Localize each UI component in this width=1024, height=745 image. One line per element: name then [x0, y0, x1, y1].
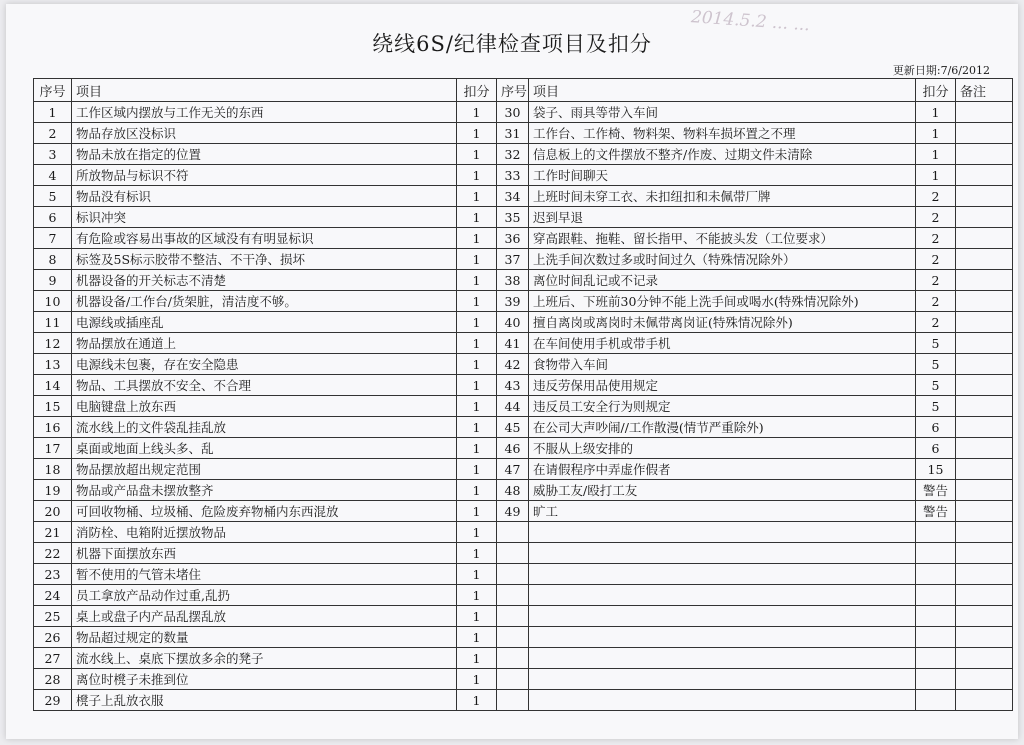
row-deduct-2: 1 — [916, 165, 956, 186]
row-item-2: 旷工 — [529, 501, 916, 522]
row-no-2 — [497, 648, 529, 669]
table-row — [34, 186, 1013, 207]
row-item-2 — [529, 669, 916, 690]
row-no-2: 43 — [497, 375, 529, 396]
row-deduct-2: 2 — [916, 249, 956, 270]
row-no: 20 — [34, 501, 72, 522]
row-deduct-2: 2 — [916, 270, 956, 291]
row-deduct: 1 — [457, 375, 497, 396]
row-no: 29 — [34, 690, 72, 711]
row-remark — [956, 270, 1013, 291]
row-deduct: 1 — [457, 186, 497, 207]
row-no: 1 — [34, 102, 72, 123]
row-item-2: 穿高跟鞋、拖鞋、留长指甲、不能披头发（工位要求） — [529, 228, 916, 249]
row-deduct-2 — [916, 690, 956, 711]
row-deduct-2 — [916, 648, 956, 669]
row-item-2: 不服从上级安排的 — [529, 438, 916, 459]
row-no: 6 — [34, 207, 72, 228]
update-date: 更新日期:7/6/2012 — [892, 64, 990, 77]
row-deduct: 1 — [457, 627, 497, 648]
row-remark — [956, 354, 1013, 375]
row-item-2 — [529, 543, 916, 564]
row-no-2: 41 — [497, 333, 529, 354]
row-deduct: 1 — [457, 438, 497, 459]
header-row — [34, 79, 1013, 102]
table-row — [34, 375, 1013, 396]
row-deduct-2 — [916, 669, 956, 690]
row-remark — [956, 480, 1013, 501]
table-row — [34, 564, 1013, 585]
row-item-2 — [529, 606, 916, 627]
row-item-2: 上班时间未穿工衣、未扣纽扣和未佩带厂牌 — [529, 186, 916, 207]
row-deduct-2 — [916, 522, 956, 543]
row-remark — [956, 417, 1013, 438]
row-deduct: 1 — [457, 501, 497, 522]
row-remark — [956, 396, 1013, 417]
row-item-2: 工作台、工作椅、物料架、物料车损坏置之不理 — [529, 123, 916, 144]
row-no: 18 — [34, 459, 72, 480]
row-no: 26 — [34, 627, 72, 648]
row-no: 13 — [34, 354, 72, 375]
row-no-2: 47 — [497, 459, 529, 480]
row-item: 流水线上的文件袋乱挂乱放 — [72, 417, 457, 438]
table-row — [34, 585, 1013, 606]
row-remark — [956, 186, 1013, 207]
row-deduct: 1 — [457, 690, 497, 711]
row-deduct-2 — [916, 564, 956, 585]
row-item-2: 在公司大声吵闹//工作散漫(情节严重除外) — [529, 417, 916, 438]
row-remark — [956, 522, 1013, 543]
row-item: 离位时櫈子未推到位 — [72, 669, 457, 690]
row-remark — [956, 585, 1013, 606]
row-no-2: 49 — [497, 501, 529, 522]
page-title: 绕线6S/纪律检查项目及扣分 — [372, 32, 652, 56]
row-deduct-2: 15 — [916, 459, 956, 480]
row-no-2: 34 — [497, 186, 529, 207]
row-remark — [956, 312, 1013, 333]
row-no: 8 — [34, 249, 72, 270]
table-row — [34, 354, 1013, 375]
row-deduct-2: 5 — [916, 396, 956, 417]
row-no: 19 — [34, 480, 72, 501]
row-deduct: 1 — [457, 669, 497, 690]
row-item: 所放物品与标识不符 — [72, 165, 457, 186]
table-row — [34, 165, 1013, 186]
row-no-2 — [497, 543, 529, 564]
row-item: 物品存放区没标识 — [72, 123, 457, 144]
row-no: 16 — [34, 417, 72, 438]
row-item: 物品、工具摆放不安全、不合理 — [72, 375, 457, 396]
table-row — [34, 606, 1013, 627]
table-row — [34, 102, 1013, 123]
row-no-2: 48 — [497, 480, 529, 501]
header-no: 序号 — [34, 79, 72, 102]
row-deduct-2: 2 — [916, 207, 956, 228]
row-deduct-2: 1 — [916, 144, 956, 165]
row-deduct-2: 1 — [916, 123, 956, 144]
row-no-2: 40 — [497, 312, 529, 333]
row-item: 机器下面摆放东西 — [72, 543, 457, 564]
row-no: 27 — [34, 648, 72, 669]
row-no-2: 44 — [497, 396, 529, 417]
row-no-2: 31 — [497, 123, 529, 144]
row-remark — [956, 102, 1013, 123]
row-item: 消防栓、电箱附近摆放物品 — [72, 522, 457, 543]
row-item: 电源线或插座乱 — [72, 312, 457, 333]
table-row — [34, 207, 1013, 228]
row-remark — [956, 228, 1013, 249]
row-no-2: 46 — [497, 438, 529, 459]
row-deduct-2: 2 — [916, 312, 956, 333]
row-item: 物品超过规定的数量 — [72, 627, 457, 648]
header-item: 项目 — [72, 79, 457, 102]
row-item: 工作区域内摆放与工作无关的东西 — [72, 102, 457, 123]
row-item-2: 离位时间乱记或不记录 — [529, 270, 916, 291]
row-item: 物品没有标识 — [72, 186, 457, 207]
row-no-2: 37 — [497, 249, 529, 270]
row-remark — [956, 249, 1013, 270]
row-no-2: 42 — [497, 354, 529, 375]
row-deduct: 1 — [457, 417, 497, 438]
row-deduct: 1 — [457, 648, 497, 669]
row-no: 21 — [34, 522, 72, 543]
row-deduct: 1 — [457, 207, 497, 228]
row-item-2: 威胁工友/殴打工友 — [529, 480, 916, 501]
table-body — [34, 102, 1013, 711]
table-row — [34, 228, 1013, 249]
row-no-2: 45 — [497, 417, 529, 438]
row-deduct-2: 6 — [916, 438, 956, 459]
table-row — [34, 333, 1013, 354]
table-row — [34, 144, 1013, 165]
table-row — [34, 480, 1013, 501]
row-item: 物品未放在指定的位置 — [72, 144, 457, 165]
row-no: 4 — [34, 165, 72, 186]
row-deduct: 1 — [457, 312, 497, 333]
row-deduct: 1 — [457, 165, 497, 186]
row-no-2 — [497, 564, 529, 585]
row-no-2: 32 — [497, 144, 529, 165]
table-row — [34, 396, 1013, 417]
row-no: 22 — [34, 543, 72, 564]
row-deduct: 1 — [457, 291, 497, 312]
row-remark — [956, 669, 1013, 690]
row-deduct: 1 — [457, 102, 497, 123]
row-deduct-2: 5 — [916, 375, 956, 396]
row-no-2 — [497, 627, 529, 648]
row-deduct-2: 2 — [916, 228, 956, 249]
row-item-2: 食物带入车间 — [529, 354, 916, 375]
row-deduct-2: 5 — [916, 333, 956, 354]
row-deduct: 1 — [457, 270, 497, 291]
row-item: 可回收物桶、垃圾桶、危险废弃物桶内东西混放 — [72, 501, 457, 522]
row-item: 物品摆放超出规定范围 — [72, 459, 457, 480]
row-remark — [956, 543, 1013, 564]
row-remark — [956, 606, 1013, 627]
row-deduct: 1 — [457, 564, 497, 585]
row-item: 有危险或容易出事故的区域没有有明显标识 — [72, 228, 457, 249]
row-item-2: 上洗手间次数过多或时间过久（特殊情况除外） — [529, 249, 916, 270]
handwritten-note: 2014.5.2 ... ... — [690, 7, 811, 36]
table-row — [34, 459, 1013, 480]
row-item-2 — [529, 648, 916, 669]
row-no: 24 — [34, 585, 72, 606]
row-deduct-2: 6 — [916, 417, 956, 438]
row-item: 流水线上、桌底下摆放多余的凳子 — [72, 648, 457, 669]
row-deduct-2 — [916, 606, 956, 627]
row-deduct-2 — [916, 585, 956, 606]
row-item-2: 工作时间聊天 — [529, 165, 916, 186]
row-deduct: 1 — [457, 522, 497, 543]
row-remark — [956, 333, 1013, 354]
row-remark — [956, 690, 1013, 711]
row-item: 电脑键盘上放东西 — [72, 396, 457, 417]
row-item-2 — [529, 627, 916, 648]
row-no-2 — [497, 522, 529, 543]
row-no: 5 — [34, 186, 72, 207]
row-no-2: 35 — [497, 207, 529, 228]
row-deduct-2: 2 — [916, 291, 956, 312]
row-item-2 — [529, 585, 916, 606]
row-remark — [956, 648, 1013, 669]
row-no-2 — [497, 690, 529, 711]
row-item: 机器设备/工作台/货架脏，清洁度不够。 — [72, 291, 457, 312]
row-item-2: 违反劳保用品使用规定 — [529, 375, 916, 396]
table-row — [34, 270, 1013, 291]
row-no: 7 — [34, 228, 72, 249]
row-no-2: 30 — [497, 102, 529, 123]
inspection-table — [33, 78, 1013, 711]
row-remark — [956, 564, 1013, 585]
row-no-2: 39 — [497, 291, 529, 312]
table-row — [34, 522, 1013, 543]
row-deduct: 1 — [457, 396, 497, 417]
row-no: 17 — [34, 438, 72, 459]
table-row — [34, 312, 1013, 333]
table-row — [34, 417, 1013, 438]
table-row — [34, 543, 1013, 564]
table-row — [34, 690, 1013, 711]
row-item: 机器设备的开关标志不清楚 — [72, 270, 457, 291]
row-item: 员工拿放产品动作过重,乱扔 — [72, 585, 457, 606]
row-item-2: 上班后、下班前30分钟不能上洗手间或喝水(特殊情况除外) — [529, 291, 916, 312]
row-deduct: 1 — [457, 543, 497, 564]
table-row — [34, 669, 1013, 690]
row-deduct: 1 — [457, 606, 497, 627]
row-item-2: 信息板上的文件摆放不整齐/作废、过期文件未清除 — [529, 144, 916, 165]
row-no-2 — [497, 585, 529, 606]
row-remark — [956, 123, 1013, 144]
row-item: 櫈子上乱放衣服 — [72, 690, 457, 711]
row-item-2 — [529, 690, 916, 711]
table-row — [34, 438, 1013, 459]
row-no: 12 — [34, 333, 72, 354]
row-deduct-2: 5 — [916, 354, 956, 375]
header-deduct-2: 扣分 — [916, 79, 956, 102]
row-no-2 — [497, 606, 529, 627]
row-deduct: 1 — [457, 459, 497, 480]
row-deduct: 1 — [457, 228, 497, 249]
row-item: 暂不使用的气管未堵住 — [72, 564, 457, 585]
row-no: 25 — [34, 606, 72, 627]
row-item: 物品摆放在通道上 — [72, 333, 457, 354]
table-row — [34, 648, 1013, 669]
row-no-2 — [497, 669, 529, 690]
row-no: 28 — [34, 669, 72, 690]
row-remark — [956, 291, 1013, 312]
header-remark: 备注 — [956, 79, 1013, 102]
row-item: 桌面或地面上线头多、乱 — [72, 438, 457, 459]
row-no: 15 — [34, 396, 72, 417]
row-no: 10 — [34, 291, 72, 312]
table-row — [34, 291, 1013, 312]
row-remark — [956, 165, 1013, 186]
header-item-2: 项目 — [529, 79, 916, 102]
row-item: 电源线未包裹，存在安全隐患 — [72, 354, 457, 375]
header-deduct: 扣分 — [457, 79, 497, 102]
row-deduct: 1 — [457, 249, 497, 270]
row-item-2 — [529, 564, 916, 585]
row-no-2: 33 — [497, 165, 529, 186]
row-item: 桌上或盘子内产品乱摆乱放 — [72, 606, 457, 627]
row-no: 14 — [34, 375, 72, 396]
row-item: 标签及5S标示胶带不整洁、不干净、损坏 — [72, 249, 457, 270]
row-item-2 — [529, 522, 916, 543]
row-no-2: 38 — [497, 270, 529, 291]
table-row — [34, 249, 1013, 270]
row-no: 23 — [34, 564, 72, 585]
row-remark — [956, 459, 1013, 480]
row-no: 9 — [34, 270, 72, 291]
row-deduct: 1 — [457, 144, 497, 165]
row-deduct: 1 — [457, 354, 497, 375]
row-item-2: 在车间使用手机或带手机 — [529, 333, 916, 354]
row-deduct-2: 警告 — [916, 480, 956, 501]
table-row — [34, 501, 1013, 522]
row-item-2: 违反员工安全行为则规定 — [529, 396, 916, 417]
header-no-2: 序号 — [497, 79, 529, 102]
row-deduct: 1 — [457, 480, 497, 501]
table-row — [34, 123, 1013, 144]
row-item-2: 袋子、雨具等带入车间 — [529, 102, 916, 123]
row-deduct: 1 — [457, 123, 497, 144]
row-remark — [956, 144, 1013, 165]
row-remark — [956, 438, 1013, 459]
row-deduct-2: 1 — [916, 102, 956, 123]
row-no: 3 — [34, 144, 72, 165]
row-remark — [956, 627, 1013, 648]
row-item-2: 擅自离岗或离岗时未佩带离岗证(特殊情况除外) — [529, 312, 916, 333]
row-no: 2 — [34, 123, 72, 144]
table-row — [34, 627, 1013, 648]
row-deduct: 1 — [457, 585, 497, 606]
row-remark — [956, 501, 1013, 522]
row-remark — [956, 207, 1013, 228]
row-item: 标识冲突 — [72, 207, 457, 228]
row-item: 物品或产品盘未摆放整齐 — [72, 480, 457, 501]
row-item-2: 在请假程序中弄虚作假者 — [529, 459, 916, 480]
row-no-2: 36 — [497, 228, 529, 249]
row-remark — [956, 375, 1013, 396]
row-deduct-2 — [916, 627, 956, 648]
row-deduct-2 — [916, 543, 956, 564]
row-deduct-2: 2 — [916, 186, 956, 207]
row-item-2: 迟到早退 — [529, 207, 916, 228]
row-deduct-2: 警告 — [916, 501, 956, 522]
row-deduct: 1 — [457, 333, 497, 354]
row-no: 11 — [34, 312, 72, 333]
